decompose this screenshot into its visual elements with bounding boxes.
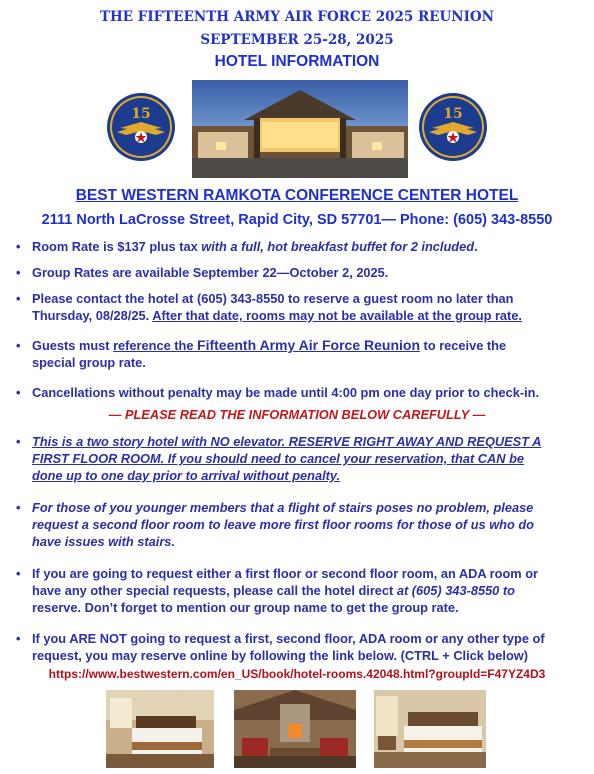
bullet-icon: • <box>16 291 21 306</box>
reunion-title: THE FIFTEENTH ARMY AIR FORCE 2025 REUNION <box>99 9 495 25</box>
hotel-information-heading: HOTEL INFORMATION <box>214 53 380 70</box>
reunion-dates: SEPTEMBER 25-28, 2025 <box>200 32 394 48</box>
bullet-icon: • <box>16 385 21 400</box>
bullet-icon: • <box>16 566 21 581</box>
hotel-room-photo <box>106 690 214 768</box>
bullet-icon: • <box>16 265 21 280</box>
emblem-number: 15 <box>131 106 151 122</box>
hotel-exterior-photo <box>192 80 408 178</box>
hotel-address: 2111 North LaCrosse Street, Rapid City, SD 57701— Phone: (605) 343-8550 <box>41 212 553 228</box>
army-air-force-15-emblem-icon <box>418 92 488 162</box>
bullet-icon: • <box>16 631 21 646</box>
hotel-lobby-photo <box>234 690 356 768</box>
bullet-icon: • <box>16 500 21 515</box>
emblem-number: 15 <box>443 106 463 122</box>
bullet-icon: • <box>16 338 21 353</box>
bullet-icon: • <box>16 239 21 254</box>
hotel-room-photo <box>374 690 486 768</box>
bullet-icon: • <box>16 434 21 449</box>
hotel-name: BEST WESTERN RAMKOTA CONFERENCE CENTER HOTEL <box>75 187 519 204</box>
army-air-force-15-emblem-icon <box>106 92 176 162</box>
booking-link[interactable]: https://www.bestwestern.com/en_US/book/hotel-rooms.42048.html?groupId=F47YZ4D3 <box>48 667 546 681</box>
read-carefully-notice: — PLEASE READ THE INFORMATION BELOW CAREFULLY — <box>108 407 486 422</box>
